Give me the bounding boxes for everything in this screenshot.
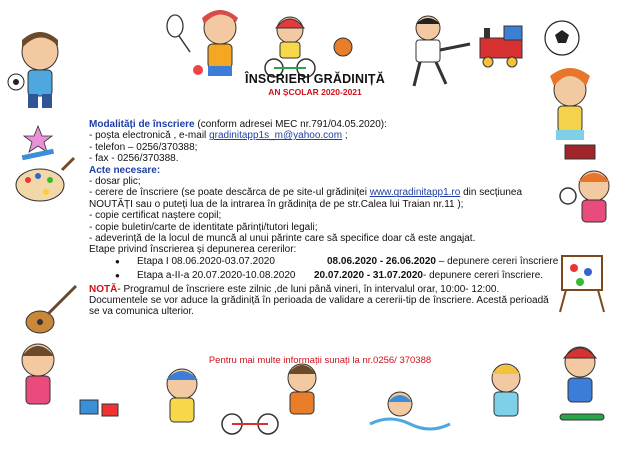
note-line-3: se va comunica ulterior. [89,306,195,318]
document-item-text: din secțiunea [460,187,523,199]
boy-with-ball-illustration [8,32,58,108]
fax-line: - fax - 0256/370388. [89,153,179,165]
document-item: - copie certificat naștere copil; [89,210,222,222]
bullet-icon: ● [115,256,120,266]
stage-2-label: Etapa a-II-a 20.07.2020-10.08.2020 [137,270,296,282]
pencil-icon [22,149,54,161]
document-item: - copie buletin/carte de identitate părinți/tutori legali; [89,221,318,233]
guitar-illustration [26,286,76,333]
document-item [89,187,559,198]
modalities-line [89,119,559,130]
email-suffix: ; [342,130,348,142]
toy-block-icon [102,404,118,416]
paint-palette-illustration [16,158,74,201]
email-line [89,130,559,141]
girl-with-magnifier-illustration [560,171,610,222]
documents-heading: Acte necesare: [89,164,161,176]
stage-1-label: Etapa I 08.06.2020-03.07.2020 [137,255,275,267]
swimmer-illustration [370,392,450,429]
boy-on-bike-illustration [265,17,315,77]
book-illustration [565,145,595,159]
toy-train-illustration [480,26,522,67]
stages-intro: Etape privind înscrierea și depunerea cererilor: [89,244,297,256]
email-prefix: - poșta electronică , e-mail [89,130,210,142]
title-block [200,72,430,97]
note-line-2: Documentele se vor aduce la grădiniță în perioada de validare a cererii-tip de înscriere. Acestă perioadă [89,295,549,307]
document-item: - dosar plic; [89,176,141,188]
modalities-note: (conform adresei MEC nr.791/04.05.2020): [194,119,387,130]
document-item-text: - cerere de înscriere (se poate descărca de pe site-ul grădiniței [89,187,370,199]
basketball-illustration [334,38,352,56]
easel-illustration [560,256,604,312]
boy-with-racket-bottom-illustration [166,369,198,422]
phone-line: - telefon – 0256/370388; [89,141,198,153]
girl-bottom-left-illustration [22,344,54,404]
stage-1-dates: 08.06.2020 - 26.06.2020 [327,255,436,267]
bicycle-illustration [222,414,278,434]
girl-bottom-illustration [492,364,520,416]
stage-2-dates: 20.07.2020 - 31.07.2020 [314,270,423,282]
document-item: NOUTĂȚI sau o puteți lua de la intrarea în grădinița de pe str.Calea lui Traian nr.11 ); [89,198,464,210]
stage-1-desc: – depunere cereri înscriere [435,255,559,267]
stage-2 [89,270,559,281]
contact-footer: Pentru mai multe informații sunați la nr.0256/ 370388 [208,355,432,366]
page-subtitle: AN ȘCOLAR 2020-2021 [268,87,362,97]
toy-block-icon [80,400,98,414]
modalities-heading: Modalități de înscriere [89,119,195,130]
page-title: ÎNSCRIERI GRĂDINIȚĂ [245,72,385,86]
boy-with-helmet-illustration [560,347,604,420]
star-icon [24,126,52,152]
announcement-body [89,119,559,318]
email-link[interactable]: gradinitapp1s_m@yahoo.com [209,130,343,142]
note-text: - Programul de înscriere este zilnic ,de luni până vineri, în intervalul orar, 10:00- 12:00. [117,283,500,295]
boy-running-illustration [288,364,316,414]
stage-1 [89,256,559,267]
note-line-1 [89,284,559,295]
bullet-icon: ● [115,271,120,281]
boy-with-racket-illustration [167,10,238,76]
note-label: NOTĂ [89,283,118,295]
document-item: - adeverință de la locul de muncă al unui părinte care să specifice doar că este angajat. [89,233,476,245]
stage-2-desc: - depunere cereri înscriere. [422,270,544,282]
soccer-ball-illustration [545,21,579,55]
website-link[interactable]: www.gradinitapp1.ro [369,187,461,199]
